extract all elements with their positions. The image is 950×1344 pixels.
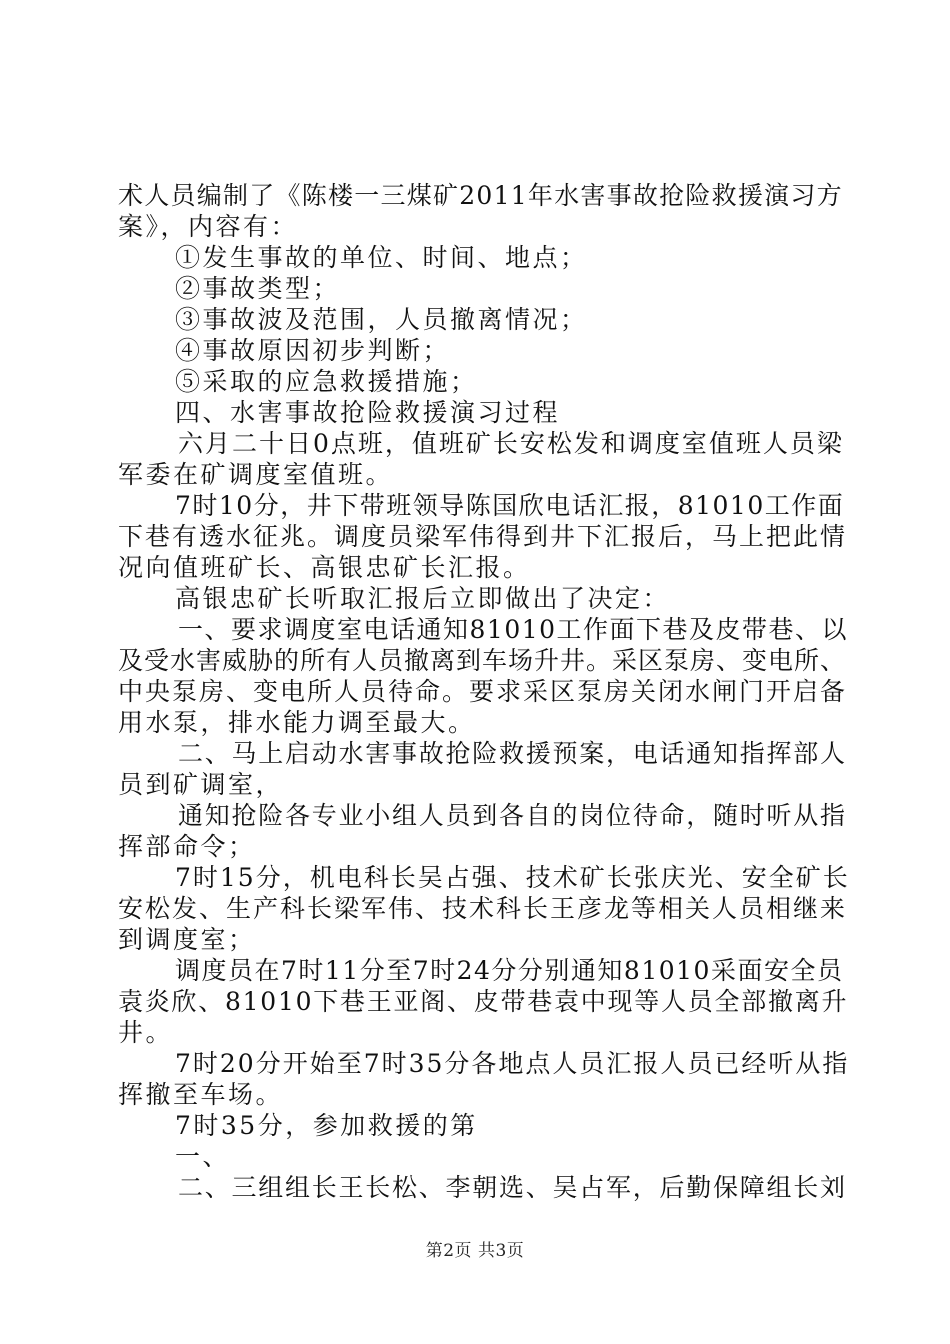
text-line: 二、马上启动水害事故抢险救援预案，电话通知指挥部人 — [178, 739, 847, 768]
list-item: ③事故波及范围，人员撤离情况； — [175, 305, 588, 334]
text-line: 7时15分，机电科长吴占强、技术矿长张庆光、安全矿长 — [175, 863, 850, 892]
text-line: 中央泵房、变电所人员待命。要求采区泵房关闭水闸门开启备 — [118, 677, 848, 706]
text-line: 下巷有透水征兆。调度员梁军伟得到井下汇报后，马上把此情 — [118, 522, 848, 551]
text-line: 况向值班矿长、高银忠矿长汇报。 — [118, 553, 531, 582]
text-line: 术人员编制了《陈楼一三煤矿2011年水害事故抢险救援演习方 — [118, 181, 843, 210]
text-line: 7时20分开始至7时35分各地点人员汇报人员已经听从指 — [175, 1049, 850, 1078]
text-line: 挥部命令； — [118, 832, 256, 861]
text-line: 井。 — [118, 1018, 174, 1047]
text-line: 通知抢险各专业小组人员到各自的岗位待命，随时听从指 — [178, 801, 847, 830]
page-footer: 第2页 共3页 — [425, 1241, 525, 1261]
text-line: 一、要求调度室电话通知81010工作面下巷及皮带巷、以 — [178, 615, 849, 644]
text-line: 到调度室； — [118, 925, 256, 954]
text-line: 用水泵，排水能力调至最大。 — [118, 708, 476, 737]
list-item: ⑤采取的应急救援措施； — [175, 367, 478, 396]
text-line: 挥撤至车场。 — [118, 1080, 284, 1109]
text-line: 高银忠矿长听取汇报后立即做出了决定： — [175, 584, 671, 613]
text-line: 袁炎欣、81010下巷王亚阁、皮带巷袁中现等人员全部撤离升 — [118, 987, 849, 1016]
text-line: 安松发、生产科长梁军伟、技术科长王彦龙等相关人员相继来 — [118, 894, 848, 923]
section-heading: 四、水害事故抢险救援演习过程 — [175, 398, 561, 427]
text-line: 二、三组组长王长松、李朝选、吴占军，后勤保障组长刘 — [178, 1173, 847, 1202]
text-line: 军委在矿调度室值班。 — [118, 460, 394, 489]
list-item: ①发生事故的单位、时间、地点； — [175, 243, 588, 272]
text-line: 调度员在7时11分至7时24分分别通知81010采面安全员 — [175, 956, 844, 985]
list-item: ④事故原因初步判断； — [175, 336, 451, 365]
text-line: 六月二十日0点班，值班矿长安松发和调度室值班人员梁 — [178, 429, 844, 458]
text-line: 案》，内容有： — [118, 212, 299, 241]
text-line: 一、 — [175, 1142, 231, 1171]
text-line: 7时35分，参加救援的第 — [175, 1111, 478, 1140]
text-line: 7时10分，井下带班领导陈国欣电话汇报，81010工作面 — [175, 491, 845, 520]
text-line: 及受水害威胁的所有人员撤离到车场升井。采区泵房、变电所、 — [118, 646, 847, 675]
text-line: 员到矿调室， — [118, 770, 284, 799]
list-item: ②事故类型； — [175, 274, 341, 303]
